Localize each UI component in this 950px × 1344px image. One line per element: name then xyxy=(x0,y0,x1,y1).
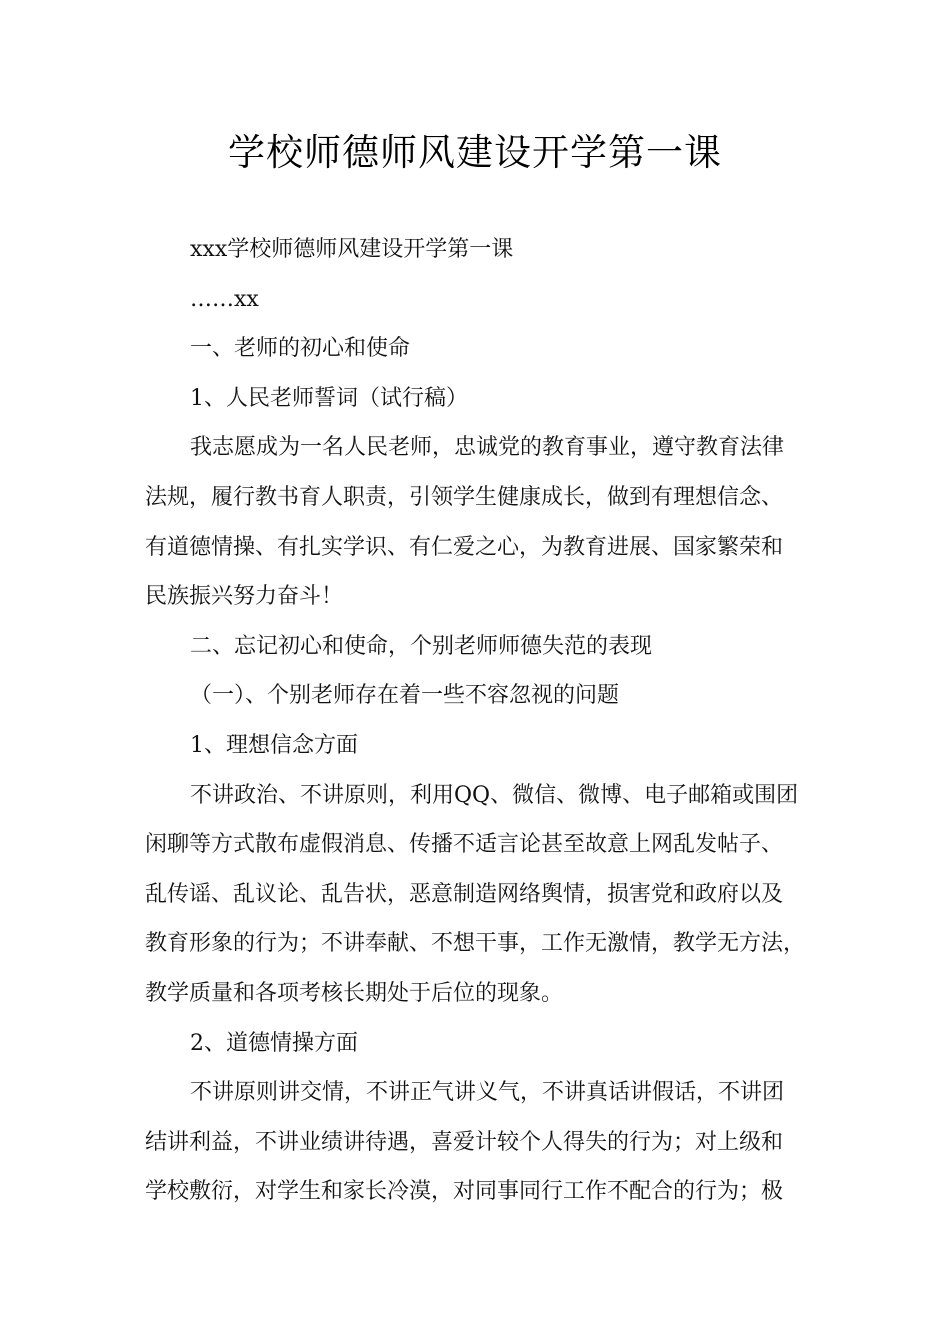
text-line: 一、老师的初心和使命 xyxy=(190,336,411,362)
document-body xyxy=(145,225,825,1217)
text-line: 教学质量和各项考核长期处于后位的现象。 xyxy=(145,980,564,1006)
text-line: （一）、个别老师存在着一些不容忽视的问题 xyxy=(190,683,620,709)
text-line: 不讲政治、不讲原则，利用QQ、微信、微博、电子邮箱或围团 xyxy=(190,782,799,808)
text-line: 闲聊等方式散布虚假消息、传播不适言论甚至故意上网乱发帖子、 xyxy=(145,832,784,858)
text-line: 1、人民老师誓词（试行稿） xyxy=(190,385,468,411)
document-title: 学校师德师风建设开学第一课 xyxy=(228,131,722,174)
text-line: 教育形象的行为；不讲奉献、不想干事，工作无激情，教学无方法， xyxy=(145,931,806,957)
text-line: 我志愿成为一名人民老师，忠诚党的教育事业，遵守教育法律 xyxy=(190,435,785,461)
text-line: 乱传谣、乱议论、乱告状，恶意制造网络舆情，损害党和政府以及 xyxy=(145,881,784,907)
text-line: 2、道德情操方面 xyxy=(190,1030,358,1056)
text-line: ……xx xyxy=(190,286,259,312)
text-line: 民族振兴努力奋斗！ xyxy=(145,584,344,610)
text-line: 有道德情操、有扎实学识、有仁爱之心，为教育进展、国家繁荣和 xyxy=(145,534,784,560)
text-line: 学校敷衍，对学生和家长冷漠，对同事同行工作不配合的行为；极 xyxy=(145,1179,784,1205)
text-line: 法规，履行教书育人职责，引领学生健康成长，做到有理想信念、 xyxy=(145,484,784,510)
text-line: 结讲利益，不讲业绩讲待遇，喜爱计较个人得失的行为；对上级和 xyxy=(145,1129,784,1155)
text-line: 1、理想信念方面 xyxy=(190,732,358,758)
text-line: 二、忘记初心和使命，个别老师师德失范的表现 xyxy=(190,633,653,659)
text-line: xxx学校师德师风建设开学第一课 xyxy=(190,237,514,262)
text-line: 不讲原则讲交情，不讲正气讲义气，不讲真话讲假话，不讲团 xyxy=(190,1080,785,1106)
